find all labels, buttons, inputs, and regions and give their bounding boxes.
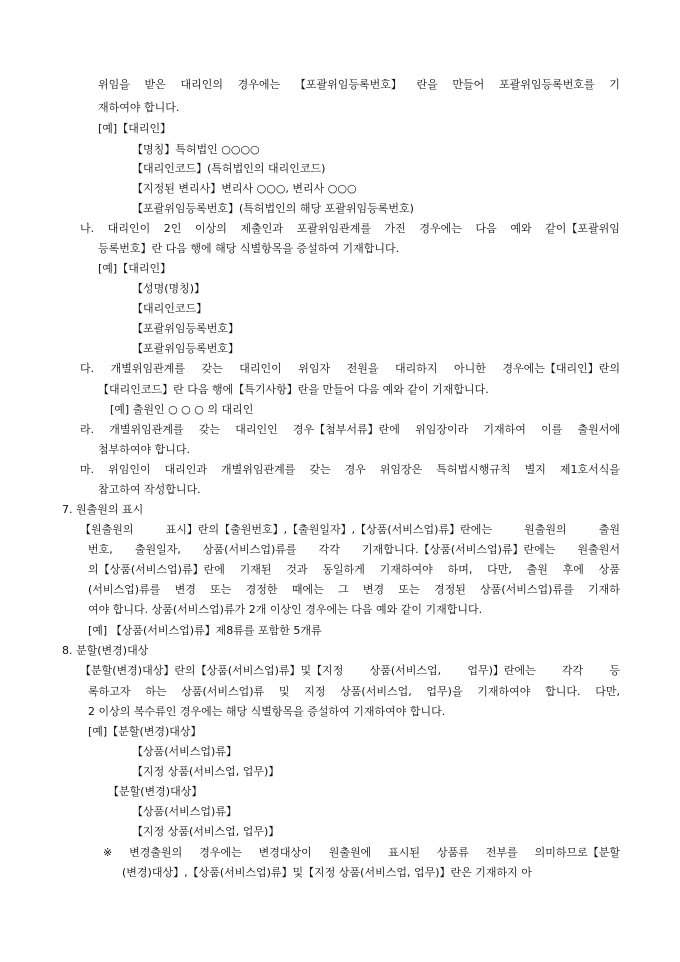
word: 위임인이 [108,463,151,476]
text-line-4: 【명칭】특허법인 ○○○○ [132,143,260,156]
example-label: [예]【대리인】 [98,122,172,135]
word: 대리인이 [239,362,282,375]
word: 갖는 [198,423,221,436]
word: 대리인의 [180,78,223,91]
word: 갖는 [201,362,223,375]
word: 기재합니다.【상품(서비스업)류】란에는 [361,543,556,556]
word: 지정 [304,685,326,698]
word: 라. [80,423,95,436]
word: 등 [609,664,620,677]
text-line-7: 【포괄위임등록번호】(특허법인의 해당 포괄위임등록번호) [132,202,414,215]
word: 제출인과 [240,222,283,235]
section-7-line-1 [80,523,620,537]
note-line-2: (변경)대상】,【상품(서비스업)류】및【지정 상품(서비스업, 업무)】란은 기재하지 아 [122,866,532,879]
word: 란을 [416,78,438,91]
word: 것과 [286,563,308,576]
word: 출원 [526,563,548,576]
word: 상품(서비스업)류 [181,685,265,698]
word: 다만, [595,685,620,698]
word: (서비스업)류를 [88,583,161,596]
word: 상품류 [436,846,469,859]
word: 기 [609,78,620,91]
word: 변경 [174,583,196,596]
text-line-36: 【분할(변경)대상】 [108,785,203,798]
word: 상품(서비스업)류를 [480,583,574,596]
note-line-1 [103,846,620,860]
word: 아니한 [453,362,486,375]
section-7-heading: 7. 원출원의 표시 [62,503,144,516]
text-line-35: 【지정 상품(서비스업, 업무)】 [132,765,280,778]
example-label: [예]【분할(변경)대상】 [88,725,202,738]
word: 2인 [163,222,182,235]
word: 경우에는 [419,222,462,235]
word: 합니다. [545,685,581,698]
word: 위임장은 [379,463,423,476]
word: 위임자 [298,362,331,375]
word: 예와 [510,222,532,235]
word: 변경대상이 [258,846,312,859]
word: 경정한 [245,583,278,596]
word: 대리하지 [394,362,438,375]
section-ra-line-2: 첨부하여야 합니다. [98,443,191,456]
word: 의【상품(서비스업)류】란에 [88,563,225,576]
word: 개별위임관계를 [221,463,296,476]
text-line-12: 【대리인코드】 [132,302,208,315]
text-line-6: 【지정된 변리사】변리사 ○○○, 변리사 ○○○ [132,182,357,195]
word: 상품(서비스업, [369,664,442,677]
word: 기재하여야 [379,563,433,576]
word: 상품(서비스업, [340,685,412,698]
word: 출원 [598,523,620,536]
text-line-5: 【대리인코드】(특허법인의 대리인코드) [132,162,326,175]
word: 동일하게 [322,563,365,576]
word: 또는 [210,583,232,596]
word: 기재된 [239,563,272,576]
section-na-line-2: 등록번호】란 다음 행에 해당 식별항목을 증설하여 기재합니다. [98,242,400,255]
word: 포괄위임등록번호를 [498,78,595,91]
word: 출원서에 [577,423,620,436]
word: 특허법시행규칙 [436,463,511,476]
text-line-34: 【상품(서비스업)류】 [132,745,237,758]
word: 하며, [447,563,473,576]
word: 록하고자 [88,685,131,698]
word: 전부를 [485,846,518,859]
word: 위임장이라 [415,423,469,436]
word: 가진 [384,222,406,235]
word: 마. [80,463,95,476]
word: 개별위임관계를 [110,362,185,375]
word: 전원을 [346,362,379,375]
word: 받은 [144,78,166,91]
example-label: [예] 【상품(서비스업)류】제8류를 포함한 5개류 [88,624,322,637]
word: 【분할(변경)대상】란의【상품(서비스업)류】및【지정 [80,664,344,677]
section-8-line-1 [80,664,620,678]
word: 각각 [561,664,584,677]
word: 이를 [541,423,563,436]
word: 표시】란의【출원번호】,【출원일자】,【상품(서비스업)류】란에는 [165,523,492,536]
section-na-line-1 [80,222,620,236]
word: 하는 [145,685,167,698]
word: 변경출원의 [129,846,183,859]
section-ma-line-1 [80,463,620,477]
example-label: [예]【대리인】 [98,262,172,275]
word: 같이【포괄위임 [545,222,620,235]
word: 위임을 [98,78,130,91]
word: 및 [278,685,290,698]
text-line-13: 【포괄위임등록번호】 [132,322,240,335]
word: 경우에는【대리인】란의 [502,362,620,375]
word: 갖는 [309,463,331,476]
word: 기재하여야 [477,685,531,698]
text-line-38: 【지정 상품(서비스업, 업무)】 [132,825,280,838]
word: 경정된 [433,583,466,596]
word: 다음 [475,222,497,235]
word: 기재하 [587,583,620,596]
word: 원출원의 [524,523,567,536]
word: 대리인이 [107,222,151,235]
example-label: [예] 출원인 ○ ○ ○ 의 대리인 [110,403,254,416]
word: 경우 [344,463,366,476]
word: 만들어 [452,78,485,91]
word: 이상의 [195,222,227,235]
section-7-line-2 [88,543,620,557]
word: 제1호서식을 [559,463,620,476]
word: 【포괄위임등록번호】 [294,78,402,91]
word: 나. [80,222,95,235]
text-line-14: 【포괄위임등록번호】 [132,342,240,355]
word: 【원출원의 [80,523,134,536]
word: 원출원에 [328,846,372,859]
text-line-37: 【상품(서비스업)류】 [132,805,237,818]
word: 포괄위임관계를 [296,222,371,235]
section-8-line-3: 2 이상의 복수류인 경우에는 해당 식별항목을 증설하여 기재하여야 합니다. [88,705,446,718]
section-da-line-1 [80,362,620,376]
text-line-11: 【성명(명칭)】 [132,282,206,295]
word: 대리인과 [164,463,208,476]
word: 별지 [524,463,546,476]
section-8-heading: 8. 분할(변경)대상 [62,644,149,657]
word: 번호, [88,543,113,556]
word: 업무)】란에는 [467,664,536,677]
word: 또는 [398,583,420,596]
word: 경우에는 [237,78,281,91]
section-da-line-2: 【대리인코드】란 다음 행에【특기사항】란을 만들어 다음 예와 같이 기재합니다. [98,383,489,396]
word: 상품 [598,563,620,576]
word: 출원일자, [134,543,181,556]
word: 다. [80,362,95,375]
word: 기재하여 [483,423,526,436]
word: 다만, [487,563,512,576]
text-line-1 [98,78,620,92]
word: 표시된 [388,846,421,859]
section-7-line-5: 여야 합니다. 상품(서비스업)류가 2개 이상인 경우에는 다음 예와 같이 기재합니다. [88,603,483,616]
word: 각각 [318,543,340,556]
word: 그 [337,583,349,596]
word: 의미하므로【분할 [534,846,620,859]
word: 때에는 [291,583,324,596]
section-8-line-2 [88,685,620,699]
word: 대리인인 [235,423,278,436]
section-7-line-4 [88,583,620,597]
word: 경우에는 [199,846,242,859]
section-ra-line-1 [80,423,620,437]
text-line-2: 재하여야 합니다. [98,101,180,114]
word: 상품(서비스업)류를 [202,543,297,556]
word: 개별위임관계를 [109,423,184,436]
section-ma-line-2: 참고하여 작성합니다. [98,483,201,496]
word: 업무)을 [426,685,463,698]
word: ※ [103,846,113,859]
word: 경우【첨부서류】란에 [292,423,400,436]
word: 변경 [362,583,385,596]
section-7-line-3 [88,563,620,577]
word: 원출원서 [577,543,620,556]
word: 후에 [562,563,584,576]
